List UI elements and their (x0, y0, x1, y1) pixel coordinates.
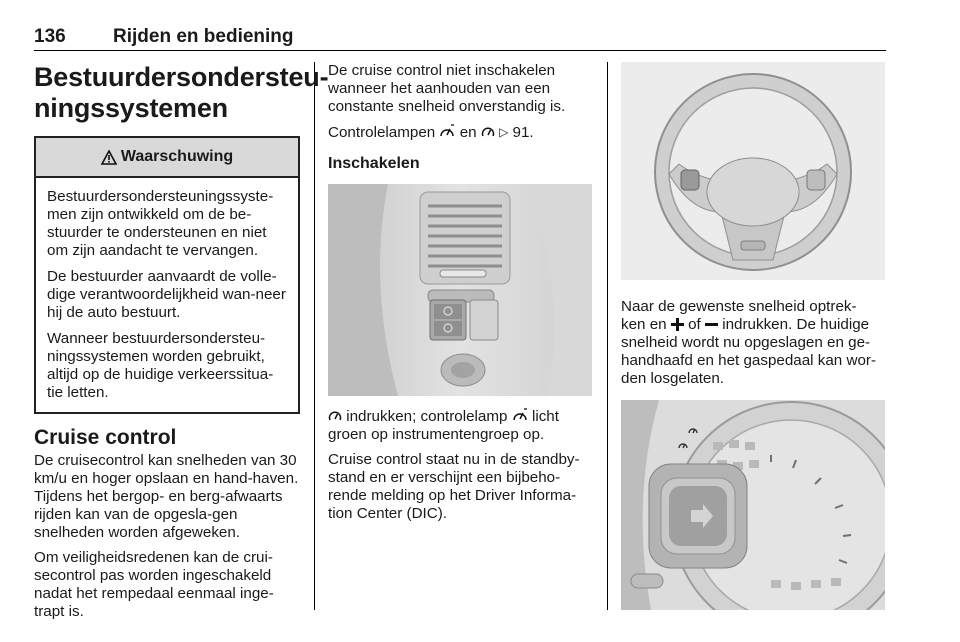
speed-instruction (621, 298, 886, 388)
page-number: 136 (34, 26, 66, 47)
press-instruction (328, 408, 594, 444)
page-reference: 91. (512, 124, 534, 141)
cruise-control-lamp-icon (439, 124, 455, 139)
column-middle (328, 62, 594, 530)
page-header (34, 22, 886, 51)
lamps-text: Controlelampen (328, 124, 436, 141)
speed-text: ken en (621, 316, 667, 333)
lamps-text: en (459, 124, 477, 141)
reference-triangle-icon: ▷ (499, 125, 509, 139)
cruise-paragraph: De cruisecontrol kan snelheden van 30 km/u en hoger opslaan en hand-haven. Tijdens het bergop- en berg-afwaarts rijden kan van de opgesla-gen snelheden worden afgeweken. (34, 452, 299, 541)
warning-header (36, 138, 298, 178)
lamps-reference (328, 123, 594, 142)
instrument-cluster-illustration (621, 400, 885, 610)
warning-paragraph: De bestuurder aanvaardt de volle-dige verantwoordelijkheid wan-neer hij de auto bestuurt. (47, 268, 286, 321)
speed-text: snelheid wordt nu opgeslagen en ge-handhaafd en het gaspedaal kan wor-den losgelaten. (621, 334, 877, 387)
steering-wheel-illustration (621, 62, 885, 280)
dashboard-switch-illustration (328, 184, 592, 396)
standby-paragraph: Cruise control staat nu in de standby-stand en er verschijnt een bijbeho-rende melding op het Driver Informa-tion Center (DIC). (328, 451, 580, 522)
cruise-control-heading: Cruise control (34, 426, 177, 449)
cruise-control-icon (328, 409, 342, 423)
running-title: Rijden en bediening (113, 26, 294, 47)
speed-text: of (688, 316, 701, 333)
minus-icon (705, 318, 718, 331)
subheading: Inschakelen (328, 155, 420, 172)
cruise-control-icon (481, 125, 495, 139)
column-divider (314, 62, 315, 610)
press-text: indrukken; controlelamp (346, 408, 508, 425)
warning-body (36, 178, 298, 412)
column-divider (607, 62, 608, 610)
section-title-line: Bestuurdersondersteu- (34, 62, 329, 92)
press-text: licht groen op instrumentengroep op. (328, 408, 559, 443)
warning-paragraph: Bestuurdersondersteuningssyste-men zijn ontwikkeld om de be-stuurder te ondersteunen en niet om zijn aandacht te vervangen. (47, 188, 274, 259)
section-title-line: ningssystemen (34, 93, 228, 123)
section-title (34, 62, 329, 124)
speed-text: Naar de gewenste snelheid optrek- (621, 298, 857, 315)
warning-triangle-icon (101, 150, 117, 165)
warning-paragraph: Wanneer bestuurdersondersteu-ningssystemen worden gebruikt, altijd op de huidige verkeerssitua-tie letten. (47, 330, 274, 401)
plus-icon (671, 318, 684, 331)
cruise-paragraph: Om veiligheidsredenen kan de crui-secontrol pas worden ingeschakeld nadat het rempedaal eenmaal inge-trapt is. (34, 549, 274, 620)
column-right (621, 62, 886, 610)
warning-title: Waarschuwing (120, 148, 234, 165)
column-left (34, 62, 329, 628)
warning-box (34, 136, 300, 414)
cruise-control-lamp-icon (512, 408, 528, 423)
speed-text: indrukken. De huidige (722, 316, 870, 333)
body-paragraph: De cruise control niet inschakelen wanneer het aanhouden van een constante snelheid onverstandig is. (328, 62, 566, 115)
